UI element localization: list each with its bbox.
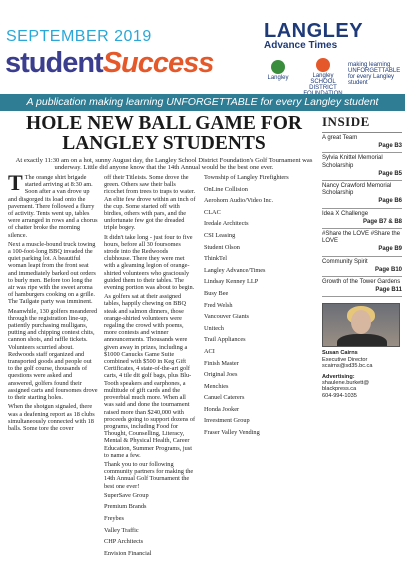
- leaf-icon: [271, 60, 285, 74]
- paragraph: Meanwhile, 130 golfers meandered through the registration line-up, patiently purchasing mulligans, putting and chipping contest chits, cannon shots, and raffle tickets. Volunteers scurried about. Redwoods staff organized and transported goods and people out to the golf course, thousands of questions were asked and answered, golfers found their assigned carts and foursomes drove to their starting holes.: [8, 307, 98, 402]
- article-column-3: [204, 174, 316, 441]
- contact-title: Executive Director: [322, 356, 368, 363]
- toc-item-page: Page B3: [378, 143, 402, 150]
- sponsor-item: Iredale Architects: [204, 220, 249, 228]
- sponsor-item: SuperSave Group: [104, 491, 149, 499]
- sponsor-item: Menchies: [204, 382, 229, 390]
- sponsor-item: Canuel Caterers: [204, 394, 245, 402]
- toc-item-label: #Share the LOVE #Share the LOVE: [322, 231, 401, 245]
- toc-item[interactable]: [322, 277, 402, 297]
- sponsor-item: Honda Jooker: [204, 405, 240, 413]
- toc-item[interactable]: [322, 257, 402, 277]
- sponsor-item: Fraser Valley Vending: [204, 429, 260, 437]
- sponsor-item: Fred Welsh: [204, 301, 233, 309]
- header: [0, 0, 405, 92]
- advertising-label: Advertising:: [322, 373, 355, 380]
- sponsor-item: Lindsay Kenney LLP: [204, 278, 259, 286]
- sponsor-item: CLAC: [204, 208, 221, 216]
- sponsor-item: Township of Langley Firefighters: [204, 174, 289, 181]
- paragraph: Next a muscle-bound truck towing a 100-foot-long BBQ invaded the quiet parking lot. A beautiful woman leapt from the front seat and immediately barked out orders to burly men. Before too long the air was ripe with the sweet aroma of hamburgers cooking on a grille. The Tailgate party was imminent.: [8, 240, 96, 306]
- toc-item[interactable]: [322, 181, 402, 209]
- sponsor-list: [204, 174, 316, 436]
- table-of-contents: [322, 132, 402, 297]
- toc-item[interactable]: [322, 209, 402, 229]
- paragraph: When the shotgun signaled, there was a deafening report as 18 clubs simultaneously connected with 18 balls. Some tore the cover: [8, 403, 95, 432]
- article-lead: At exactly 11:30 am on a hot, sunny August day, the Langley School District Foundation's Golf Tournament was underway. Little did anyone know that the 14th Annual would be the best one ever.: [15, 157, 313, 172]
- issue-date: SEPTEMBER 2019: [6, 28, 152, 45]
- sponsor-item: Freybes: [104, 514, 124, 522]
- toc-item-page: Page B7 & B8: [362, 218, 402, 225]
- article-column-2: [104, 174, 196, 561]
- sponsor-item: Valley Traffic: [104, 526, 139, 534]
- langley-advance-times-logo: [264, 20, 394, 51]
- inside-title: INSIDE: [322, 114, 370, 129]
- paragraph: It didn't take long - just four to five hours, before all 30 foursomes strode into the Redwoods clubhouse. There they were met with a gleaming legion of orange-shirted volunteers who graciously guided them to their tables. The evening portion was about to begin.: [104, 233, 195, 292]
- sponsor-item: Student Olson: [204, 243, 240, 251]
- contact-email[interactable]: scairns@sd35.bc.ca: [322, 363, 373, 370]
- paragraph: off their Titleists. Some drove the green. Others saw their balls ricochet from trees to traps to water. An elite few drove within an inch of the cup. Some started off with birdies, others with pars, and the unfortunate few got the dreaded triple bogey.: [104, 174, 196, 232]
- sponsor-item: ThinkTel: [204, 255, 227, 263]
- tagline-banner: A publication making learning UNFORGETTABLE for every Langley student: [0, 94, 405, 111]
- brand-main: LANGLEY: [264, 20, 364, 42]
- toc-item[interactable]: [322, 133, 402, 153]
- sponsor-item: OnLine Collision: [204, 185, 248, 193]
- contact-block: [322, 350, 402, 369]
- inside-sidebar: [322, 114, 402, 480]
- toc-item-page: Page B10: [374, 266, 402, 273]
- sponsor-item: Aerohorn Audio/Video Inc.: [204, 197, 274, 205]
- sponsor-item: Finish Master: [204, 359, 239, 367]
- toc-item-page: Page B6: [378, 198, 402, 205]
- toc-item[interactable]: [322, 229, 402, 257]
- school-district-logo: Langley SCHOOL DISTRICT: [302, 58, 344, 97]
- advertising-phone: 604-994-1035: [322, 392, 357, 399]
- advertising-email[interactable]: blackpress.ca: [322, 386, 357, 393]
- article-column-1: [8, 170, 98, 434]
- sponsor-item: Langley Advance/Times: [204, 266, 266, 274]
- toc-item-label: Sylvia Knittel Memorial Scholarship: [322, 155, 383, 169]
- brand-sub: Advance Times: [264, 40, 338, 51]
- toc-item-label: Community Spirit: [322, 258, 368, 265]
- sponsor-item: Unitech: [204, 324, 224, 332]
- toc-item-label: Nancy Crawford Memorial Scholarship: [322, 183, 392, 197]
- sponsor-item: Premium Brands: [104, 503, 147, 511]
- director-photo: [322, 303, 400, 347]
- partner-logos: [256, 58, 401, 92]
- toc-item-label: A great Team: [322, 135, 358, 141]
- sponsor-item: ACI: [204, 347, 215, 355]
- toc-item-page: Page B5: [378, 170, 402, 177]
- toc-item-label: Growth of the Tower Gardens: [322, 279, 401, 286]
- toc-item-label: Idea X Challenge: [322, 210, 369, 217]
- sponsor-item: CHP Architects: [104, 538, 144, 546]
- sponsor-item: Busy Bee: [204, 289, 229, 297]
- paragraph: Thank you to our following community partners for making the 14th Annual Golf Tournament the best one ever!: [104, 460, 194, 490]
- sponsor-item: CSI Leasing: [204, 231, 236, 239]
- sponsor-item: Investment Group: [204, 417, 250, 425]
- sponsor-item: Vancouver Giants: [204, 313, 249, 321]
- toc-item-page: Page B9: [378, 246, 402, 253]
- sponsor-item: Original Joes: [204, 371, 238, 379]
- toc-item[interactable]: [322, 153, 402, 181]
- masthead-success: Success: [102, 47, 214, 79]
- toc-item-page: Page B11: [375, 287, 402, 294]
- sponsor-item: Trail Appliances: [204, 336, 246, 344]
- masthead-student: student: [5, 47, 103, 79]
- sponsor-item: Envision Financial: [104, 549, 152, 557]
- foundation-icon: [316, 58, 330, 72]
- paragraph: As golfers sat at their assigned tables, happily chewing on BBQ steak and salmon dinners, those orange-shirted volunteers were regaling the crowd with poems, more contests and winner announcements. Thousands were given away in prizes, including a $1000 Canucks Game Suite combined with $500 in Keg Gift Certificates, 4 state-of-the-art golf carts, 4 tile dit golf bags, plus Blu-Tooth speakers and earphones, a multitude of gift cards and the proverbial much more. When all was said and done the tournament raised more than $240,000 with proceeds going to support dozens of programs, including Food for Thought, Counselling, Literacy, Mental & Physical Health, Career Education, Summer Programs, just to name a few.: [104, 293, 196, 459]
- paragraph: T The orange shirt brigade started arriving at 8:30 am. Soon after a van drove up and disgorged its load onto the pavement. There followed a flurry of activity. Tents went up, tables were arranged in rows and a chorus of chatter broke the morning silence.: [8, 170, 98, 239]
- masthead: [5, 47, 213, 80]
- contact-name: Susan Cairns: [322, 350, 358, 357]
- langley-logo: Langley: [258, 60, 298, 81]
- drop-cap: T: [8, 170, 23, 195]
- advertising-block: [322, 374, 402, 400]
- sponsor-list: [104, 492, 196, 557]
- foundation-tagline: making learning UNFORGETTABLE for every Langley student: [348, 62, 401, 86]
- article-headline: HOLE NEW BALL GAME FOR LANGLEY STUDENTS: [26, 113, 302, 154]
- advertising-name[interactable]: shaulene.burkett@: [322, 380, 370, 387]
